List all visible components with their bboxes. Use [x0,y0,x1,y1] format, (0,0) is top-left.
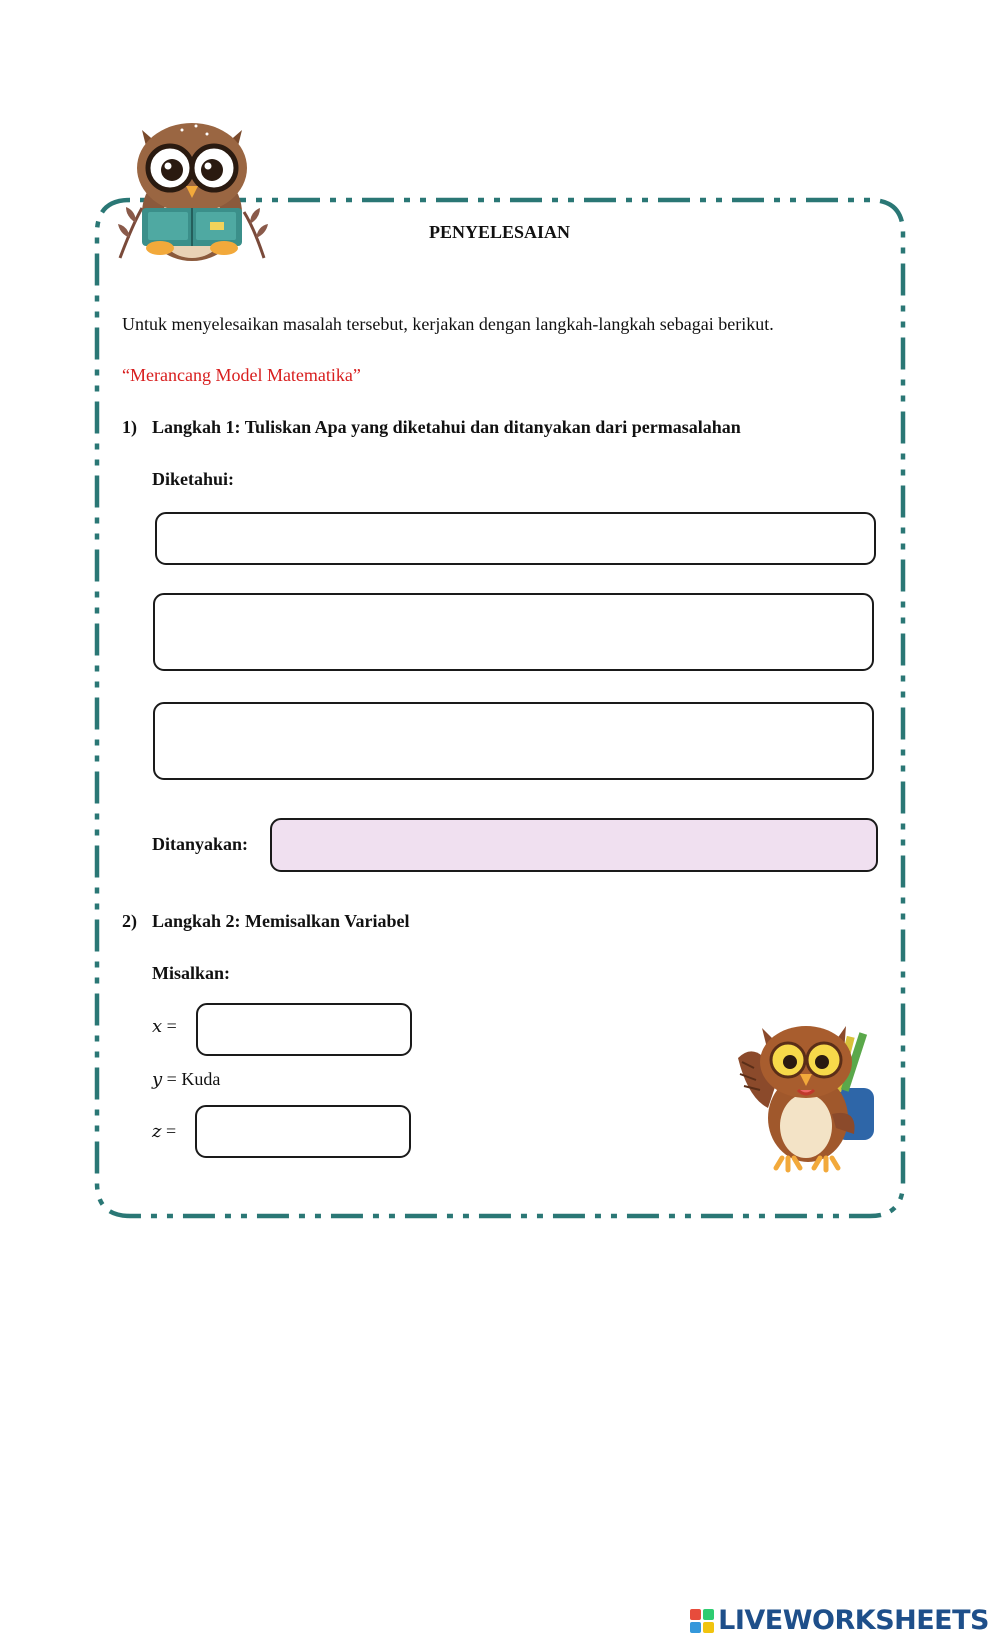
var-x-symbol: x [152,1016,163,1037]
var-z-equals: = [165,1121,177,1141]
asked-label: Ditanyakan: [152,834,249,854]
brand-text: LIVEWORKSHEETS [718,1605,989,1636]
let-label: Misalkan: [152,963,231,983]
var-y-value: Kuda [181,1069,221,1089]
var-z-symbol: z [152,1121,162,1142]
asked-input[interactable] [270,818,878,872]
var-y-label [152,1069,220,1090]
section-heading: “Merancang Model Matematika” [122,365,361,385]
var-x-equals: = [166,1016,177,1036]
liveworksheets-logo-icon [690,1609,714,1633]
var-x-label [152,1016,177,1037]
owl-reading-book-icon [112,108,274,268]
known-input-1[interactable] [155,512,876,565]
known-label: Diketahui: [152,469,235,489]
step1-number: 1) [122,417,137,437]
step1-label: Langkah 1: Tuliskan Apa yang diketahui dan ditanyakan dari permasalahan [152,417,741,437]
liveworksheets-brand[interactable] [690,1605,989,1636]
var-z-input[interactable] [195,1105,411,1158]
var-z-label [152,1121,176,1142]
var-y-symbol: y [152,1069,163,1090]
intro-text: Untuk menyelesaikan masalah tersebut, kerjakan dengan langkah-langkah sebagai berikut. [122,314,774,334]
step2-number: 2) [122,911,137,931]
page-title: PENYELESAIAN [428,222,571,242]
known-input-2[interactable] [153,593,874,671]
var-y-equals: = [166,1069,177,1089]
var-x-input[interactable] [196,1003,412,1056]
owl-with-backpack-icon [728,1018,882,1178]
step2-label: Langkah 2: Memisalkan Variabel [152,911,410,931]
known-input-3[interactable] [153,702,874,780]
